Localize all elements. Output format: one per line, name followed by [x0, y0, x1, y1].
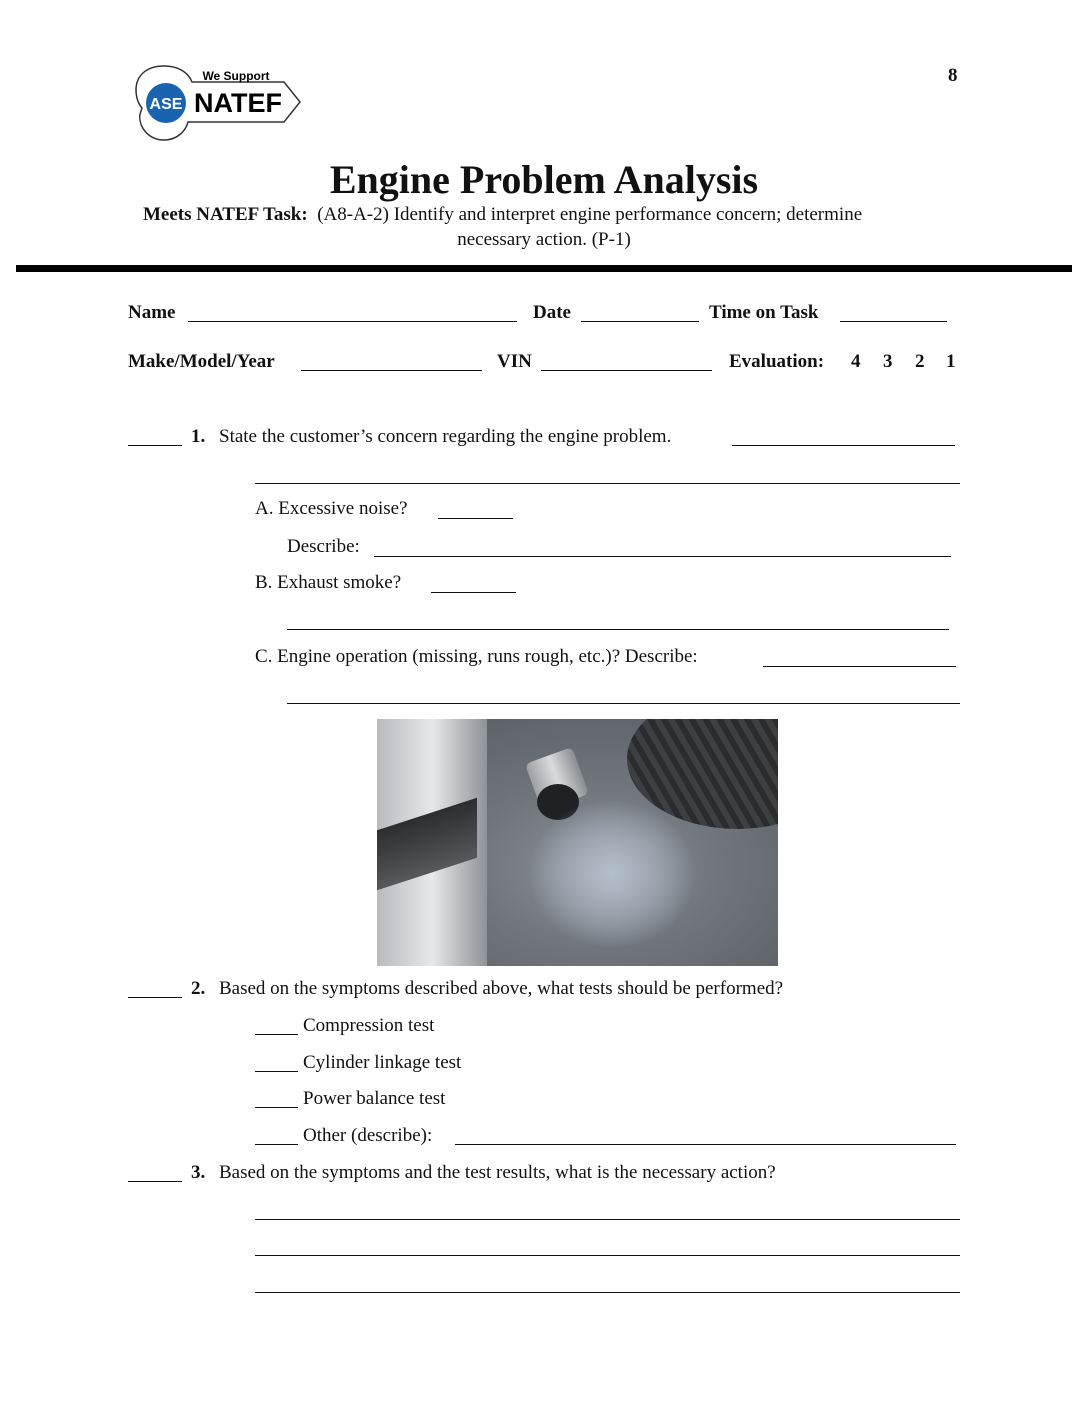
q2-text: Based on the symptoms described above, what tests should be performed? — [219, 978, 784, 999]
q1c-answer[interactable] — [763, 666, 956, 667]
score-1[interactable]: 1 — [946, 351, 956, 372]
q1c-line[interactable] — [287, 703, 960, 704]
q3-text: Based on the symptoms and the test results, what is the necessary action? — [219, 1162, 776, 1183]
svg-text:NATEF: NATEF — [194, 88, 282, 118]
task-label: Meets NATEF Task: — [143, 204, 308, 225]
divider — [16, 265, 1072, 272]
svg-text:We Support: We Support — [202, 69, 270, 83]
q2-option-check[interactable] — [255, 1034, 298, 1035]
q3-answer-line[interactable] — [255, 1219, 960, 1220]
name-label: Name — [128, 302, 176, 323]
task-text: (A8-A-2) Identify and interpret engine performance concern; determine — [317, 204, 863, 225]
q2-option-check[interactable] — [255, 1107, 298, 1108]
natef-logo — [134, 62, 304, 144]
q1b-line[interactable] — [287, 629, 949, 630]
date-field[interactable] — [581, 321, 699, 322]
q2-other-line[interactable] — [455, 1144, 956, 1145]
vin-field[interactable] — [541, 370, 712, 371]
q1a-text: A. Excessive noise? — [255, 498, 408, 519]
q1a-answer[interactable] — [438, 518, 513, 519]
q3-answer-line[interactable] — [255, 1292, 960, 1293]
task-text-2: necessary action. (P-1) — [457, 229, 631, 250]
date-label: Date — [533, 302, 571, 323]
make-field[interactable] — [301, 370, 482, 371]
page-title: Engine Problem Analysis — [329, 157, 759, 202]
q3-score-blank[interactable] — [128, 1181, 182, 1182]
q1c-text: C. Engine operation (missing, runs rough, etc.)? Describe: — [255, 646, 698, 667]
q2-number: 2. — [191, 978, 206, 999]
svg-text:ASE: ASE — [149, 96, 183, 113]
q1-answer-line[interactable] — [255, 483, 960, 484]
q2-score-blank[interactable] — [128, 997, 182, 998]
exhaust-smoke-photo — [377, 719, 778, 966]
q1b-text: B. Exhaust smoke? — [255, 572, 402, 593]
q1-score-blank[interactable] — [128, 445, 182, 446]
q1-number: 1. — [191, 426, 206, 447]
q1-text: State the customer’s concern regarding the engine problem. — [219, 426, 672, 447]
score-4[interactable]: 4 — [851, 351, 861, 372]
q1b-answer[interactable] — [431, 592, 516, 593]
vin-label: VIN — [497, 351, 532, 372]
name-field[interactable] — [188, 321, 517, 322]
time-label: Time on Task — [709, 302, 819, 323]
page-number: 8 — [948, 65, 958, 86]
q3-number: 3. — [191, 1162, 206, 1183]
task-line — [143, 204, 862, 226]
q2-option: Power balance test — [303, 1088, 446, 1109]
q2-option: Compression test — [303, 1015, 435, 1036]
q2-option: Cylinder linkage test — [303, 1052, 462, 1073]
q3-answer-line[interactable] — [255, 1255, 960, 1256]
make-label: Make/Model/Year — [128, 351, 275, 372]
q1-answer-line[interactable] — [732, 445, 955, 446]
score-2[interactable]: 2 — [915, 351, 925, 372]
q2-option-check[interactable] — [255, 1144, 298, 1145]
q2-option-check[interactable] — [255, 1071, 298, 1072]
q1a-describe-label: Describe: — [287, 536, 360, 557]
q1a-describe-line[interactable] — [374, 556, 951, 557]
time-field[interactable] — [840, 321, 947, 322]
score-3[interactable]: 3 — [883, 351, 893, 372]
evaluation-label: Evaluation: — [729, 351, 825, 372]
q2-option: Other (describe): — [303, 1125, 433, 1146]
